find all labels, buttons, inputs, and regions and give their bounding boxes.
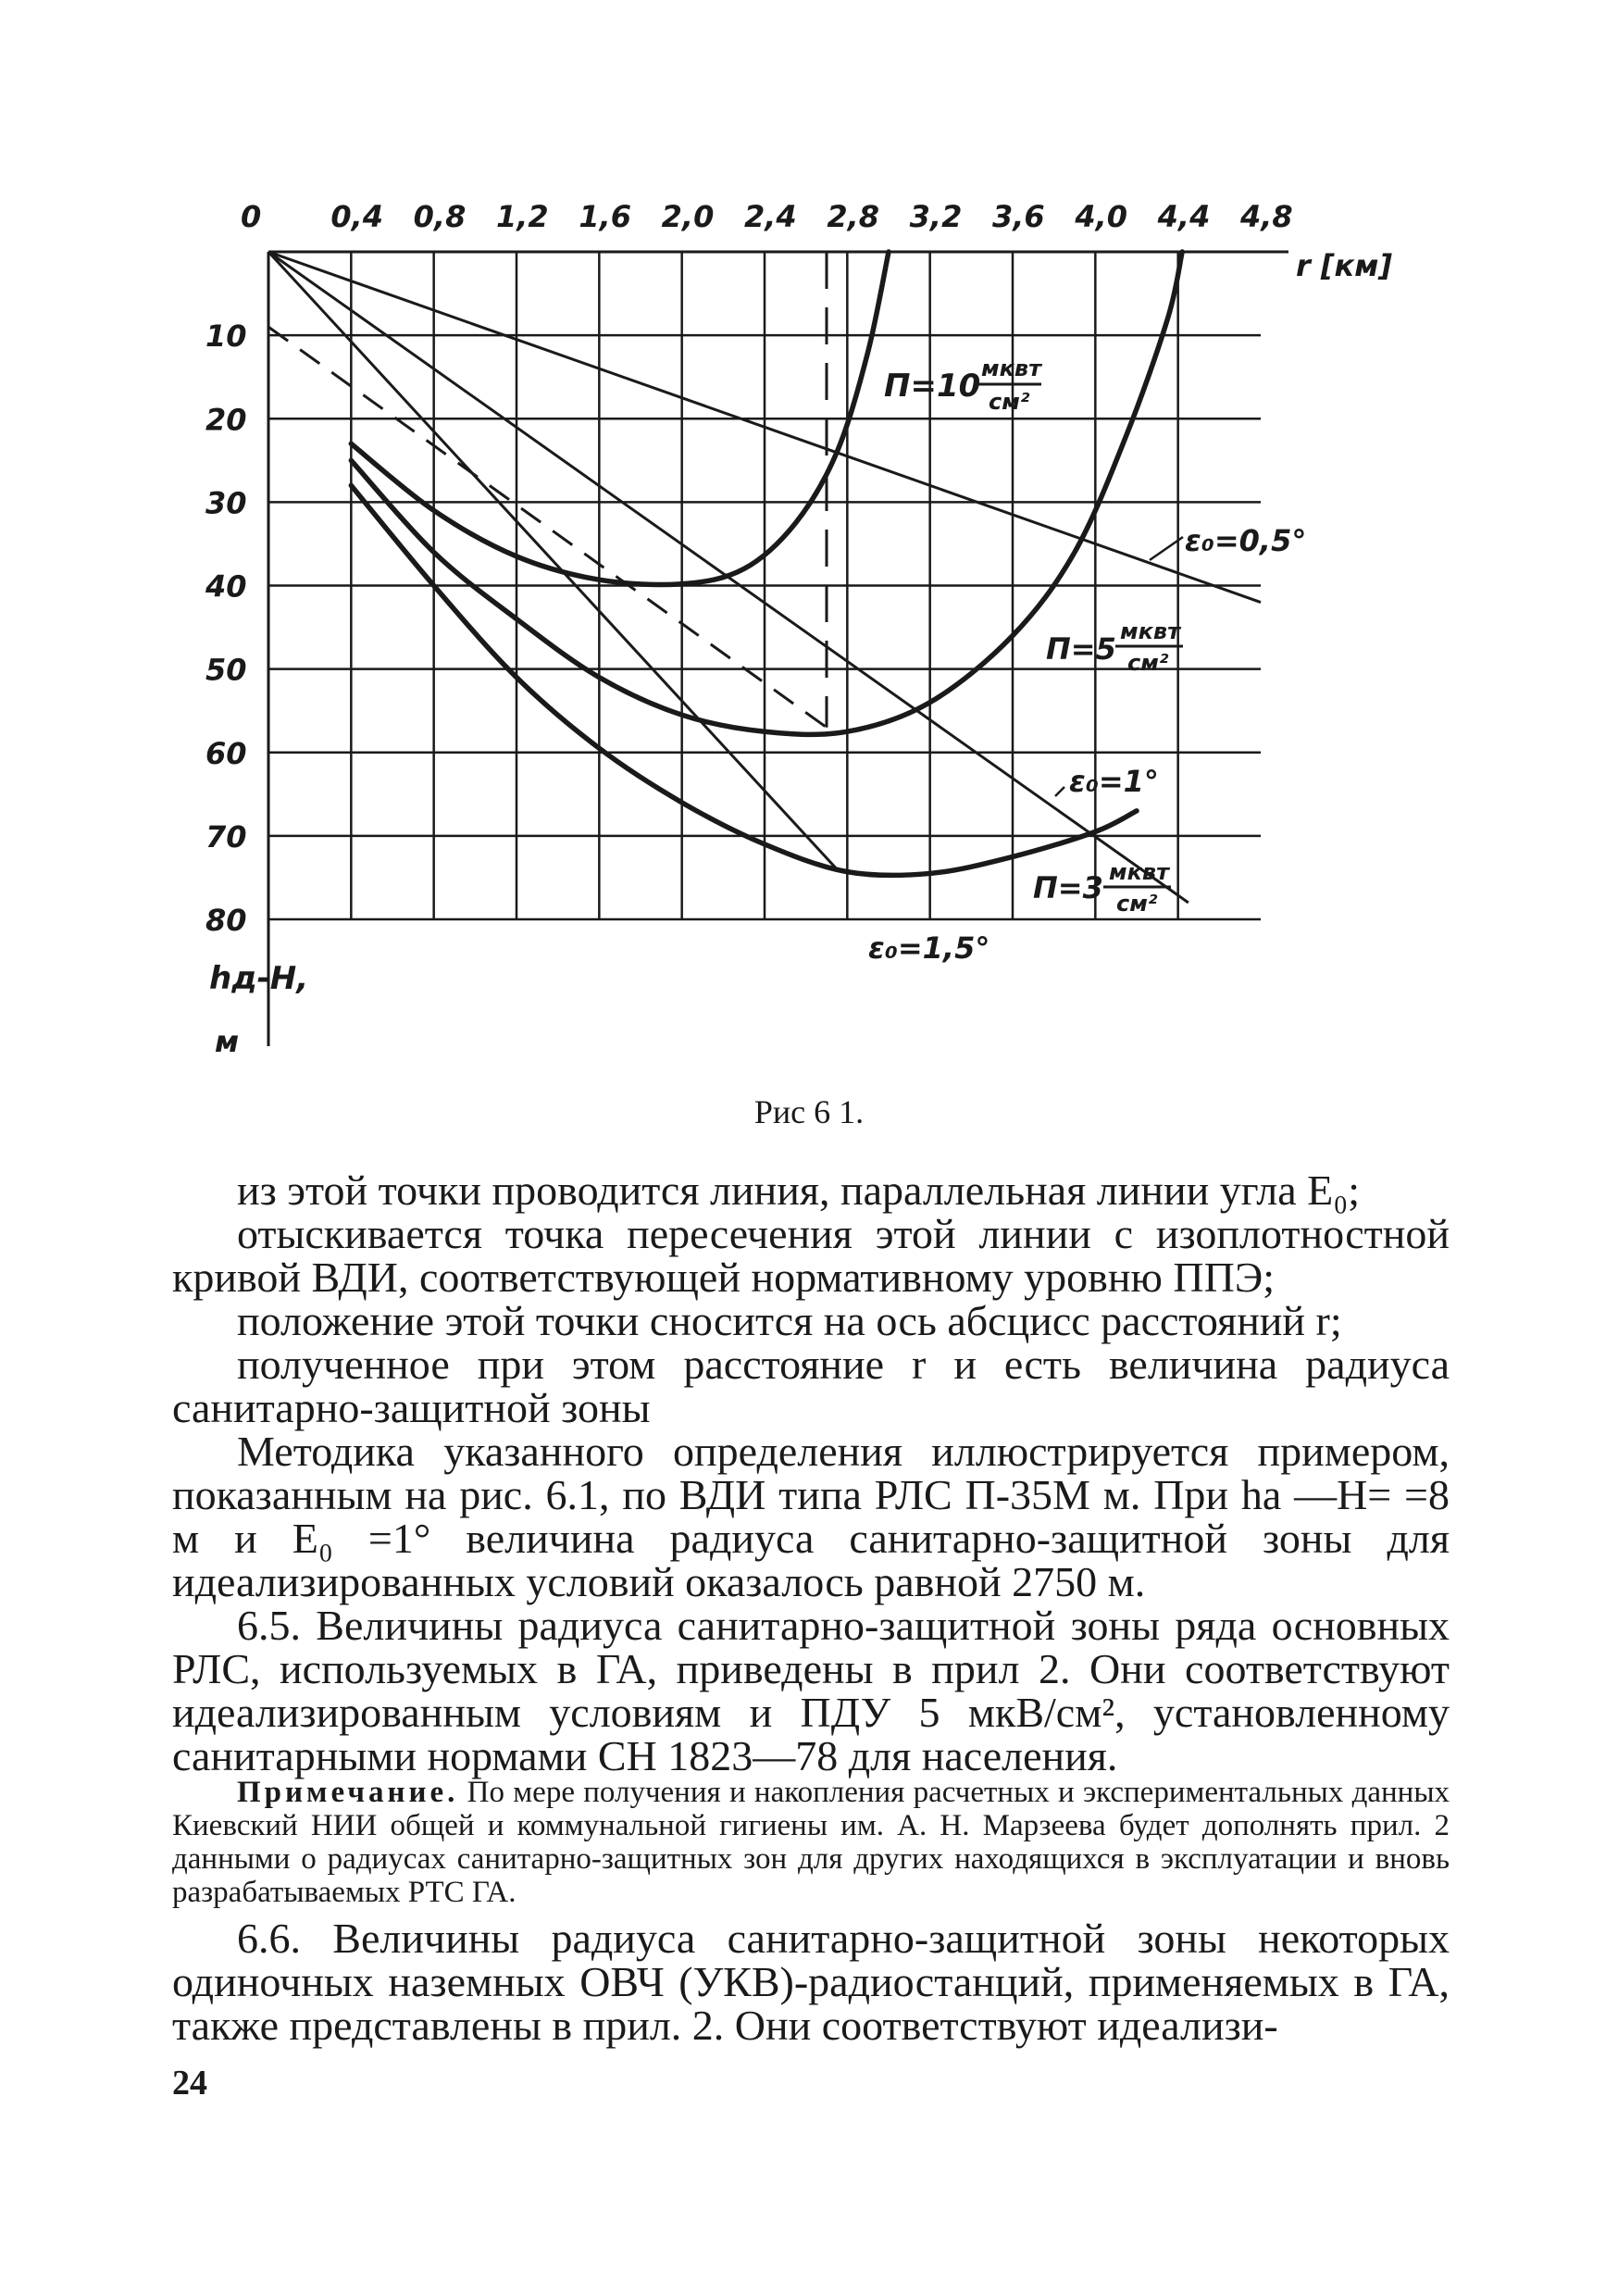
series-5-line [268,252,837,869]
y-tick-label: 50 [205,652,247,688]
body-text-2 [172,1916,1450,2047]
figure-caption: Рис 6 1. [753,1093,865,1130]
paragraph-6-6: 6.6. Величины радиуса санитарно-защитной зоны некоторых одиночных наземных ОВЧ (УКВ)-радиостанций, применяемых в ГА, также представлены в прил. 2. Они соответствуют идеализи- [172,1915,1450,2049]
paragraph-3: положение этой точки сносится на ось абсцисс расстояний r; [237,1297,1342,1344]
label-e15: ε₀=1,5° [868,930,990,966]
x-tick-label: 4,0 [1075,199,1128,234]
paragraph-6-5: 6.5. Величины радиуса санитарно-защитной зоны ряда основных РЛС, используемых в ГА, приведены в прил 2. Они соответствуют идеализированным условиям и ПДУ 5 мкВ/см², установленному санитарными нормами СН 1823—78 для населения. [172,1602,1450,1779]
label-p3-num: мквт [1109,859,1170,885]
x-tick-label: 2,0 [661,199,715,234]
y-axis-unit-2: м [215,1024,240,1059]
y-tick-label: 10 [205,318,247,355]
note-label: Примечание. [237,1776,459,1809]
label-p3-den: см² [1116,891,1158,917]
x-tick-label: 4,8 [1240,199,1293,234]
x-tick-label: 2,4 [744,199,797,234]
paragraph-1: из этой точки проводится линия, параллельная линии угла Е₀; [237,1167,1361,1214]
figure-6-1 [0,0,1618,1074]
y-tick-label: 20 [205,402,247,438]
label-p5 [1046,618,1183,676]
x-tick-label: 1,6 [579,199,632,234]
paragraph-5: Методика указанного определения иллюстрируется примером, показанным на рис. 6.1, по ВДИ типа РЛС П-35М м. При hа —H= =8 м и Е₀ =1° величина радиуса санитарно-защитной зоны для идеализированных условий оказалось равной 2750 м. [172,1428,1450,1605]
chart-grid [268,252,1261,919]
chart-axes [268,252,1288,1046]
label-p5-num: мквт [1120,618,1181,644]
y-tick-label: 40 [205,568,247,605]
label-p10-num: мквт [981,356,1042,381]
x-axis-unit: r [км] [1296,248,1393,283]
page-number: 24 [172,2064,207,2103]
x-tick-label: 3,6 [992,199,1045,234]
paragraph-4: полученное при этом расстояние r и есть величина радиуса санитарно-защитной зоны [172,1341,1450,1431]
x-tick-label: 0 [241,199,262,234]
series-2-curve [351,485,1137,875]
y-tick-label: 70 [205,818,247,855]
label-p5-den: см² [1127,650,1169,676]
y-axis-unit-1: hд-H, [209,960,309,997]
y-tick-label: 80 [205,903,247,938]
x-tick-label: 0,4 [330,199,384,234]
x-tick-label: 3,2 [909,199,963,234]
x-tick-label: 4,4 [1157,199,1211,234]
y-tick-label: 60 [205,735,247,771]
label-p10-den: см² [989,389,1030,415]
x-tick-label: 2,8 [827,199,880,234]
label-e05: ε₀=0,5° [1185,523,1307,558]
note [172,1776,1450,1909]
label-p3-text: П=3 [1033,870,1103,905]
x-tick-label: 0,8 [413,199,467,234]
label-p3 [1033,859,1171,917]
x-tick-label: 1,2 [496,199,549,234]
label-p10-text: П=10 [884,368,981,405]
note-text: По мере получения и накопления расчетных и экспериментальных данных Киевский НИИ общей и коммунальной гигиены им. А. Н. Марзеева будет дополнять прил. 2 данными о радиусах санитарно-защитных зон для других находящихся в эксплуатации и вновь разрабатываемых РТС ГА. [172,1776,1450,1909]
y-tick-label: 30 [205,485,247,521]
label-p5-text: П=5 [1046,631,1116,667]
label-p10 [884,356,1043,415]
paragraph-2: отыскивается точка пересечения этой линии с изоплотностной кривой ВДИ, соответствующей нормативному уровню ППЭ; [172,1210,1450,1301]
label-e1: ε₀=1° [1069,764,1159,799]
series-4-line [268,252,1189,903]
body-text [172,1168,1450,1778]
